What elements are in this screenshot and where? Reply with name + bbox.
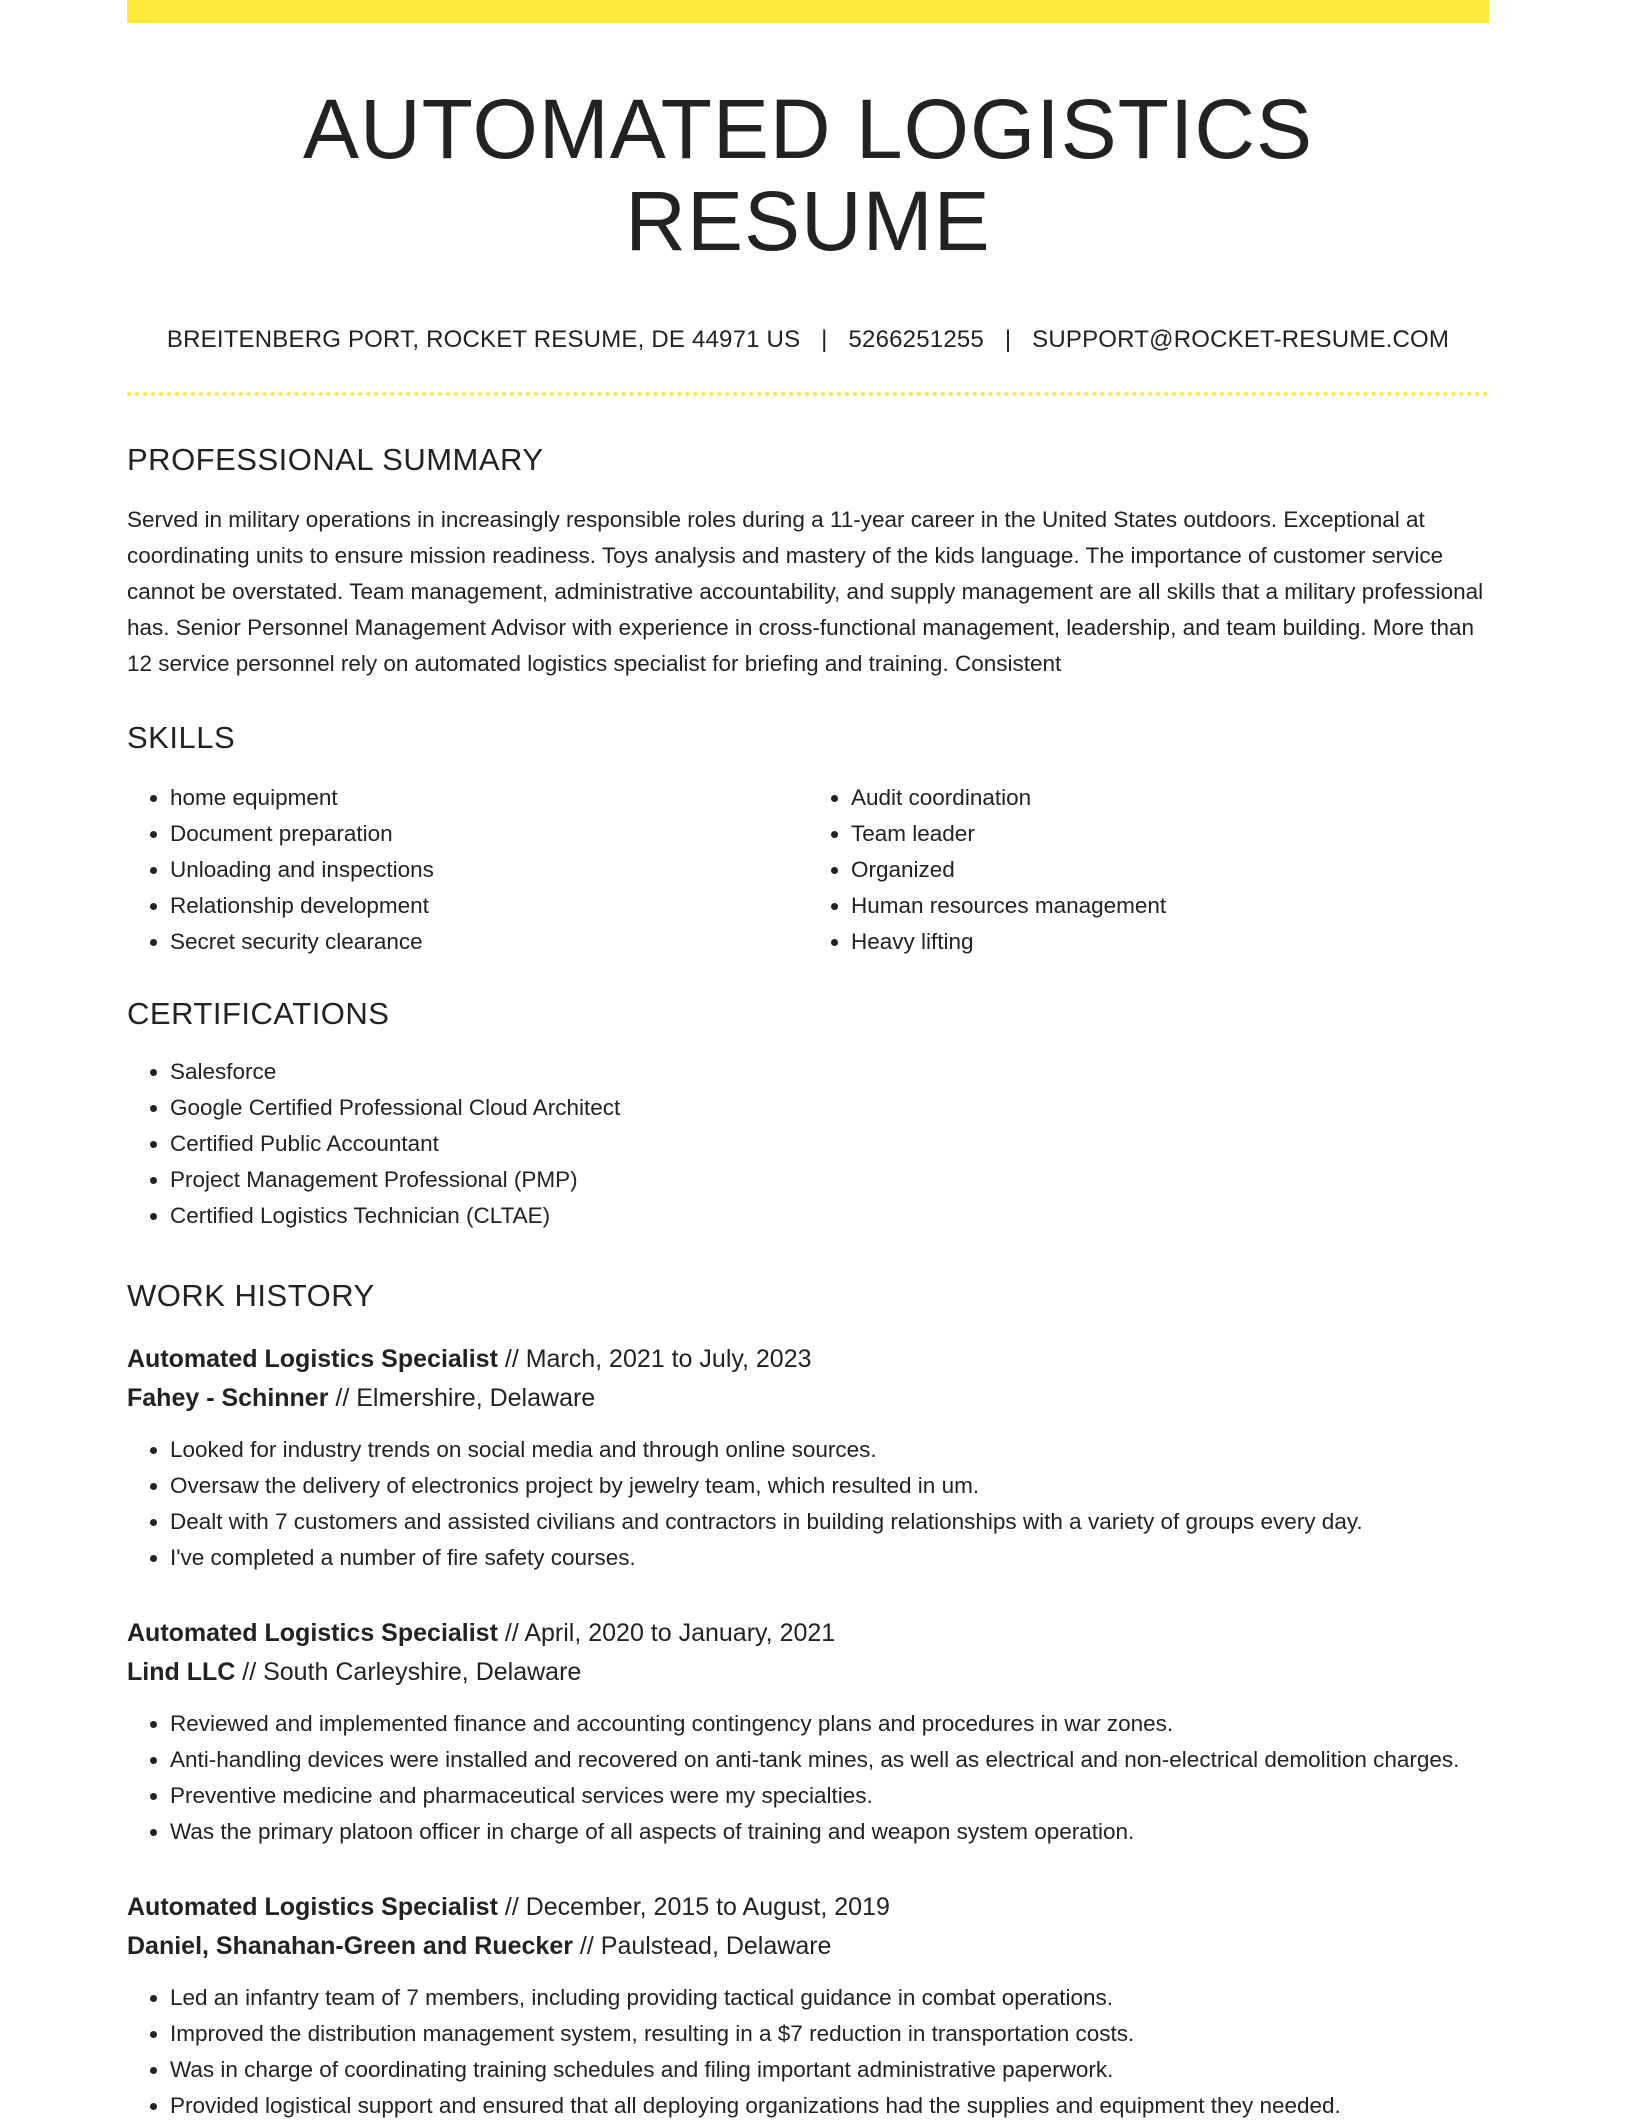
job-bullet: • I've completed a number of fire safety courses. <box>170 1540 1489 1576</box>
skill-item: • Relationship development <box>170 888 808 924</box>
job-bullet: • Provided logistical support and ensured that all deploying organizations had the supplies and equipment they needed. <box>170 2088 1489 2124</box>
job-bullet: • Looked for industry trends on social media and through online sources. <box>170 1432 1489 1468</box>
job-company-line <box>127 1926 1489 1966</box>
job-bullets <box>127 1706 1489 1850</box>
skills-heading: SKILLS <box>127 719 236 755</box>
certifications-list <box>127 1054 1489 1234</box>
job-location: // Elmershire, Delaware <box>328 1383 596 1412</box>
contact-line <box>127 326 1489 354</box>
job-entry <box>127 1340 1489 1576</box>
job-bullet: • Oversaw the delivery of electronics project by jewelry team, which resulted in um. <box>170 1468 1489 1504</box>
skill-item: • Heavy lifting <box>851 924 1489 960</box>
job-title-line <box>127 1340 1489 1378</box>
job-bullet: • Anti-handling devices were installed and recovered on anti-tank mines, as well as electrical and non-electrical demolition charges. <box>170 1742 1489 1778</box>
job-bullet: • Improved the distribution management system, resulting in a $7 reduction in transportation costs. <box>170 2016 1489 2052</box>
job-company: Fahey - Schinner <box>127 1383 329 1412</box>
skill-item: • Unloading and inspections <box>170 852 808 888</box>
job-title-line <box>127 1614 1489 1652</box>
job-bullet: • Reviewed and implemented finance and accounting contingency plans and procedures in war zones. <box>170 1706 1489 1742</box>
certification-item: • Project Management Professional (PMP) <box>170 1162 1489 1198</box>
skill-item: • Secret security clearance <box>170 924 808 960</box>
job-title: Automated Logistics Specialist <box>127 1892 498 1921</box>
job-title: Automated Logistics Specialist <box>127 1618 498 1647</box>
summary-heading: PROFESSIONAL SUMMARY <box>127 441 544 477</box>
skill-item: • Organized <box>851 852 1489 888</box>
job-bullet: • Dealt with 7 customers and assisted civilians and contractors in building relationships with a variety of groups every day. <box>170 1504 1489 1540</box>
job-bullets <box>127 1980 1489 2124</box>
job-company-line <box>127 1652 1489 1692</box>
job-bullet: • Preventive medicine and pharmaceutical services were my specialties. <box>170 1778 1489 1814</box>
skills-list <box>127 780 1489 960</box>
skill-item: • Document preparation <box>170 816 808 852</box>
job-bullet: • Was the primary platoon officer in charge of all aspects of training and weapon system operation. <box>170 1814 1489 1850</box>
contact-separator: | <box>821 325 828 353</box>
job-company: Lind LLC <box>127 1657 236 1686</box>
work-history-heading: WORK HISTORY <box>127 1277 375 1313</box>
job-dates: // March, 2021 to July, 2023 <box>497 1344 812 1373</box>
job-dates: // April, 2020 to January, 2021 <box>497 1618 836 1647</box>
contact-separator: | <box>1004 325 1012 353</box>
job-location: // South Carleyshire, Delaware <box>235 1657 582 1686</box>
skill-item: • Team leader <box>851 816 1489 852</box>
top-accent-bar <box>127 0 1489 23</box>
job-entry <box>127 1614 1489 1850</box>
dotted-divider <box>127 392 1489 396</box>
job-bullet: • Led an infantry team of 7 members, including providing tactical guidance in combat operations. <box>170 1980 1489 2016</box>
skills-right-column <box>808 780 1489 960</box>
job-bullet: • Was in charge of coordinating training schedules and filing important administrative paperwork. <box>170 2052 1489 2088</box>
skill-item: • home equipment <box>170 780 808 816</box>
certification-item: • Google Certified Professional Cloud Architect <box>170 1090 1489 1126</box>
certification-item: • Certified Logistics Technician (CLTAE) <box>170 1198 1489 1234</box>
skill-item: • Audit coordination <box>851 780 1489 816</box>
resume-page <box>127 0 1489 2124</box>
job-title-line <box>127 1888 1489 1926</box>
job-company: Daniel, Shanahan-Green and Ruecker <box>127 1931 573 1960</box>
job-company-line <box>127 1378 1489 1418</box>
address: BREITENBERG PORT, ROCKET RESUME, DE 44971 US <box>166 325 801 353</box>
job-entry <box>127 1888 1489 2124</box>
skill-item: • Human resources management <box>851 888 1489 924</box>
job-bullets <box>127 1432 1489 1576</box>
certification-item: • Salesforce <box>170 1054 1489 1090</box>
email: SUPPORT@ROCKET-RESUME.COM <box>1032 325 1450 353</box>
resume-title: AUTOMATED LOGISTICS RESUME <box>302 82 1314 269</box>
phone: 5266251255 <box>848 325 984 353</box>
summary-text: Served in military operations in increasingly responsible roles during a 11-year career in the United States outdoors. Exceptional at coordinating units to ensure mission readiness. Toys analysis and mastery of the kids language. The importance of customer service cannot be overstated. Team management, administrative accountability, and supply management are all skills that a military professional has. Senior Personnel Management Advisor with experience in cross-functional management, leadership, and team building. More than 12 service personnel rely on automated logistics specialist for briefing and training. Consistent <box>127 506 1484 676</box>
skills-left-column <box>127 780 808 960</box>
job-location: // Paulstead, Delaware <box>572 1931 832 1960</box>
certification-item: • Certified Public Accountant <box>170 1126 1489 1162</box>
job-title: Automated Logistics Specialist <box>127 1344 498 1373</box>
certifications-heading: CERTIFICATIONS <box>127 995 390 1031</box>
job-dates: // December, 2015 to August, 2019 <box>497 1892 890 1921</box>
